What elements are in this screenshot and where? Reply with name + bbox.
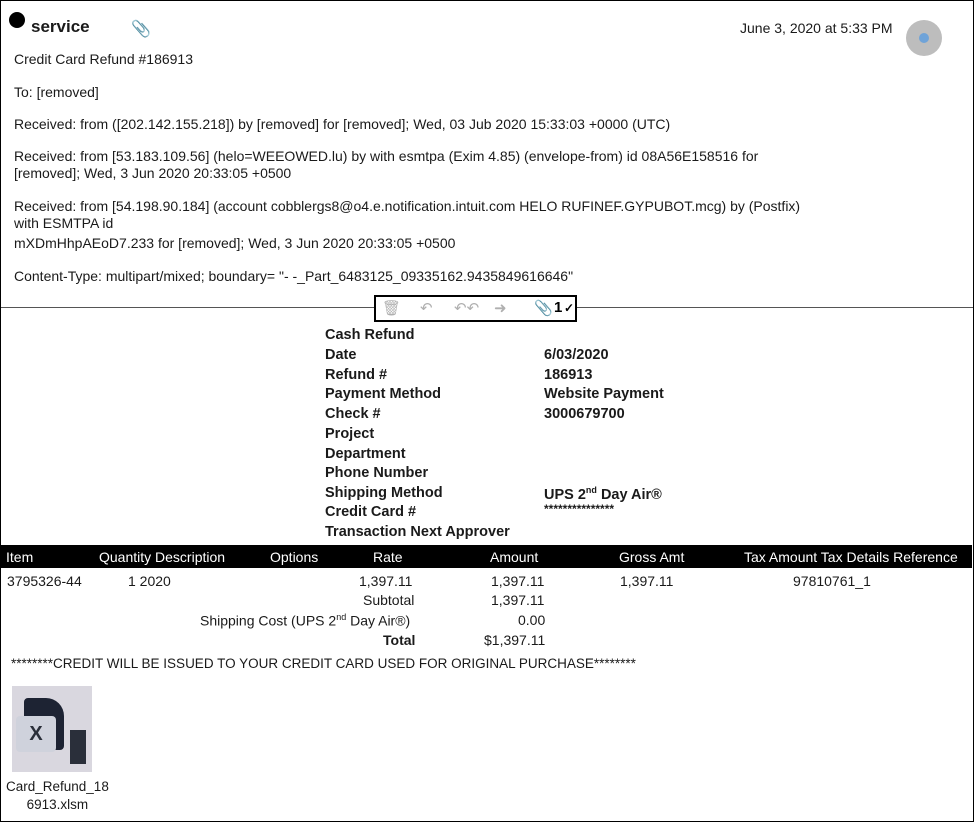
col-amount: Amount [490, 549, 539, 565]
total-value: $1,397.11 [484, 632, 546, 648]
received-header-2-line-1: Received: from [53.183.109.56] (helo=WEEOWED.lu) by with esmtpa (Exim 4.85) (envelope-from) id 08A56E158516 for [14, 148, 759, 164]
field-value-refund: 186913 [544, 367, 593, 383]
trash-icon[interactable]: 🗑 [382, 300, 402, 317]
content-type-header: Content-Type: multipart/mixed; boundary= "- -_Part_6483125_09335162.9435849616646" [14, 268, 574, 284]
subtotal-label: Subtotal [363, 592, 415, 608]
attachment-paperclip-icon: 📎 [131, 21, 151, 38]
field-value-shipping-method [544, 485, 662, 503]
chevron-down-icon[interactable]: ✓ [564, 301, 575, 315]
col-item: Item [6, 549, 34, 565]
field-label-refund: Refund # [325, 367, 388, 383]
excel-file-icon[interactable] [12, 686, 92, 772]
shipping-cost-sup: nd [336, 612, 347, 622]
received-header-3-line-1: Received: from [54.198.90.184] (account cobblergs8@o4.e.notification.intuit.com HELO RUFINEF.GYPUBOT.mcg) by (Postfix) [14, 198, 801, 214]
unread-dot-icon [9, 12, 25, 28]
reply-all-icon[interactable]: ↶↶ [454, 300, 480, 317]
row-qty-desc: 1 2020 [128, 573, 171, 589]
attachment-count[interactable]: 1 [554, 299, 563, 316]
field-label-shipping-method: Shipping Method [325, 485, 443, 501]
field-value-credit-card: *************** [544, 502, 615, 516]
field-value-date: 6/03/2020 [544, 347, 609, 363]
total-label: Total [383, 632, 416, 648]
received-header-3-line-2: with ESMTPA id [14, 215, 114, 231]
attachment-filename-line-2: 6913.xlsm [26, 797, 89, 812]
sender-name[interactable]: service [31, 17, 90, 36]
col-options: Options [270, 549, 319, 565]
field-label-department: Department [325, 446, 406, 462]
message-toolbar [374, 295, 577, 322]
field-label-phone: Phone Number [325, 465, 429, 481]
file-bar-shape [70, 730, 86, 764]
credit-notice: ********CREDIT WILL BE ISSUED TO YOUR CREDIT CARD USED FOR ORIGINAL PURCHASE******** [11, 656, 636, 671]
row-reference: 97810761_1 [793, 573, 871, 589]
row-gross: 1,397.11 [620, 573, 674, 589]
received-header-2-line-2: [removed]; Wed, 3 Jun 2020 20:33:05 +0500 [14, 165, 292, 181]
field-value-payment-method: Website Payment [544, 386, 664, 402]
subtotal-value: 1,397.11 [491, 592, 545, 608]
field-label-payment-method: Payment Method [325, 386, 442, 402]
attachment-filename[interactable] [6, 778, 109, 814]
shipping-method-sup: nd [585, 485, 597, 495]
received-header-3-line-3: mXDmHhpAEoD7.233 for [removed]; Wed, 3 Jun 2020 20:33:05 +0500 [14, 235, 456, 251]
row-item: 3795326-44 [7, 573, 82, 589]
col-rate: Rate [373, 549, 403, 565]
shipping-cost-label [200, 612, 410, 629]
paperclip-icon[interactable]: 📎 [534, 300, 553, 317]
shipping-cost-text: Shipping Cost (UPS 2 [200, 612, 337, 629]
col-quantity-description: Quantity Description [99, 549, 226, 565]
shipping-cost-text-end: Day Air®) [346, 612, 411, 629]
shipping-method-text: UPS 2 [544, 486, 586, 503]
attachment-filename-line-1: Card_Refund_18 [6, 779, 109, 794]
received-header-1: Received: from ([202.142.155.218]) by [removed] for [removed]; Wed, 03 Jub 2020 15:33:03 +0000 (UTC) [14, 116, 671, 132]
field-label-project: Project [325, 426, 375, 442]
email-subject: Credit Card Refund #186913 [14, 51, 194, 67]
col-gross-amt: Gross Amt [619, 549, 685, 565]
excel-x-badge: X [16, 716, 56, 752]
field-label-credit-card: Credit Card # [325, 504, 417, 520]
email-to: To: [removed] [14, 84, 99, 100]
forward-icon[interactable]: ➜ [494, 300, 507, 317]
row-rate: 1,397.11 [359, 573, 413, 589]
field-label-next-approver: Transaction Next Approver [325, 524, 510, 540]
row-amount: 1,397.11 [491, 573, 545, 589]
reply-icon[interactable]: ↶ [420, 300, 433, 317]
sender-avatar [906, 20, 942, 56]
field-label-date: Date [325, 347, 357, 363]
field-label-check: Check # [325, 406, 381, 422]
shipping-method-text-end: Day Air® [596, 486, 662, 503]
email-date: June 3, 2020 at 5:33 PM [740, 20, 893, 36]
col-tax-reference: Tax Amount Tax Details Reference [744, 549, 958, 565]
field-value-check: 3000679700 [544, 406, 625, 422]
shipping-cost-value: 0.00 [518, 612, 546, 628]
refund-heading: Cash Refund [325, 327, 415, 343]
